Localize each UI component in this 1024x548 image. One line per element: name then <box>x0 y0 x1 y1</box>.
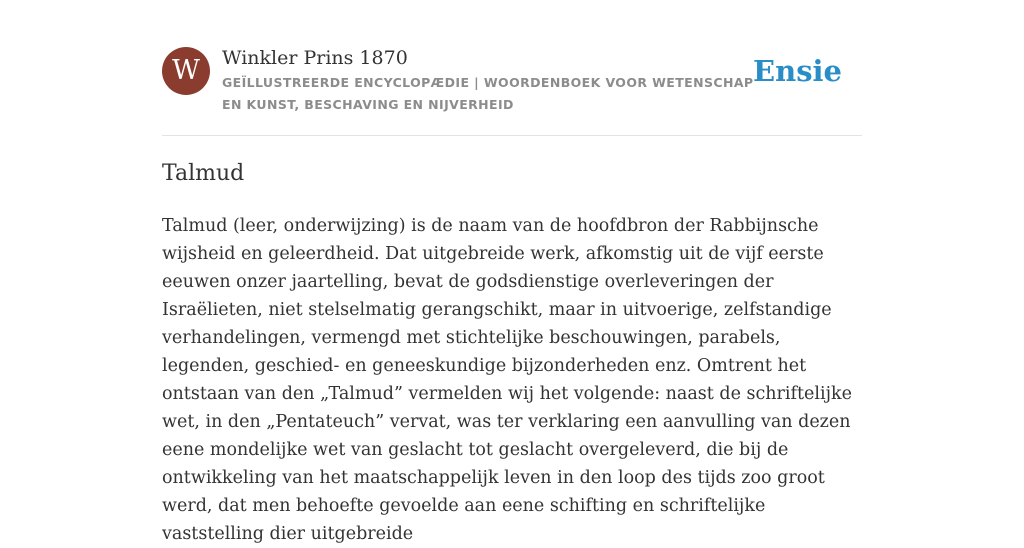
source-avatar[interactable]: W <box>162 47 210 95</box>
header-divider <box>162 135 862 136</box>
entry-body: Talmud (leer, onderwijzing) is de naam van de hoofdbron der Rabbijnsche wijsheid en geleerdheid. Dat uitgebreide werk, afkomstig uit de vijf eerste eeuwen onzer jaartelling, bevat de godsdienstige overleveringen der Israëlieten, niet stelselmatig gerangschikt, maar in uitvoerige, zelfstandige verhandelingen, vermengd met stichtelijke beschouwingen, parabels, legenden, geschied- en geneeskundige bijzonderheden enz. Omtrent het ontstaan van den „Talmud” vermelden wij het volgende: naast de schriftelijke wet, in den „Pentateuch” vervat, was ter verklaring een aanvulling van dezen eene mondelijke wet van geslacht tot geslacht overgeleverd, die bij de ontwikkeling van het maatschappelijk leven in den loop des tijds zoo groot werd, dat men behoefte gevoelde aan eene schifting en schriftelijke vaststelling dier uitgebreide <box>162 216 852 544</box>
source-subtitle: GEÏLLUSTREERDE ENCYCLOPÆDIE | WOORDENBOEK VOOR WETENSCHAP EN KUNST, BESCHAVING EN NIJVERHEID <box>222 75 754 112</box>
source-title[interactable]: Winkler Prins 1870 <box>222 47 408 69</box>
ensie-logo-link[interactable]: Ensie <box>753 54 842 88</box>
source-header <box>162 46 862 116</box>
entry-title: Talmud <box>162 161 245 186</box>
